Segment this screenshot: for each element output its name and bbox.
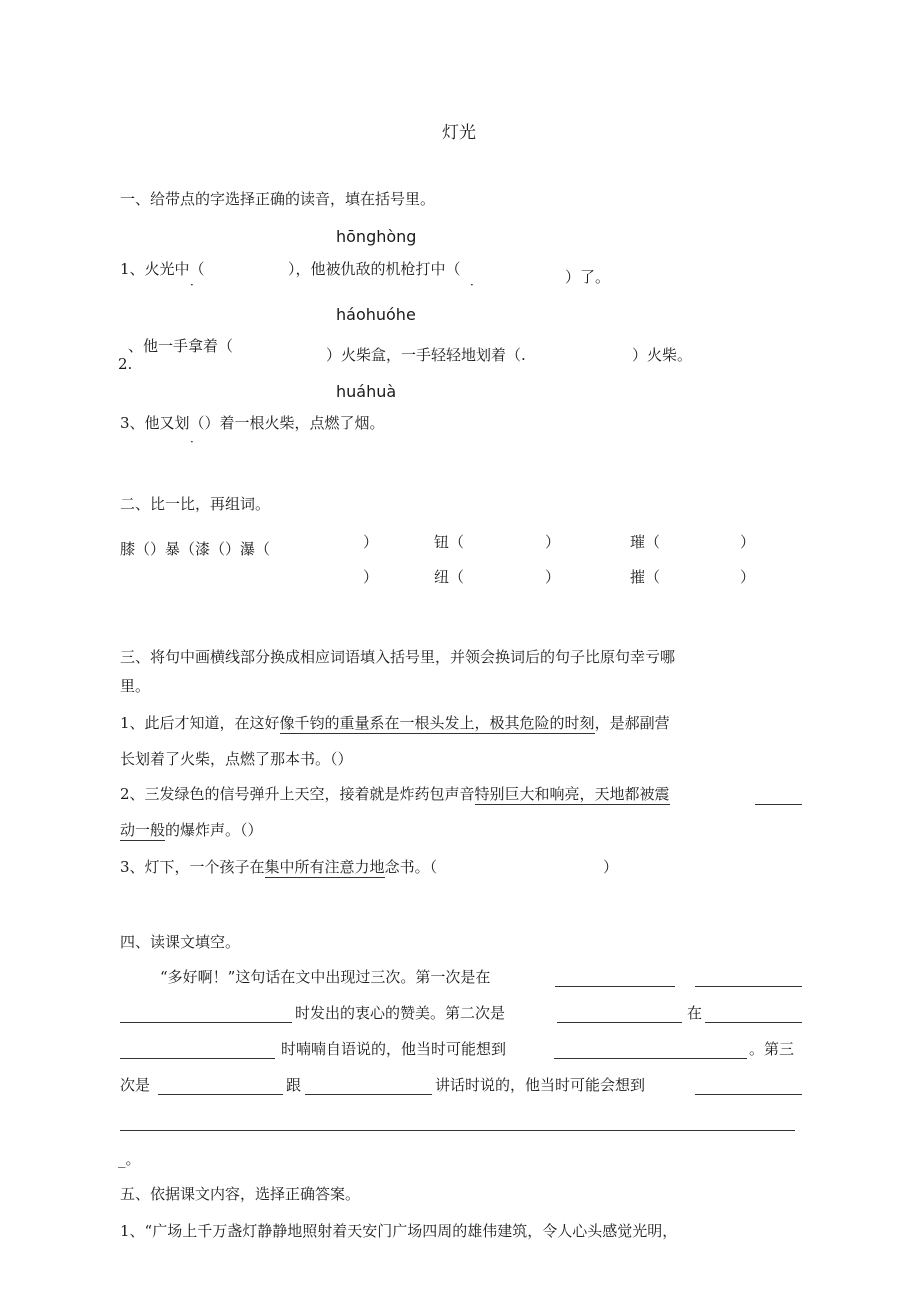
section-2-heading: 二、比一比，再组词。 (120, 495, 271, 513)
fill-line-2-text: 时发出的衷心的赞美。第二次是 (295, 1004, 506, 1022)
fill-line-1-text: “多好啊！”这句话在文中出现过三次。第一次是在 (160, 968, 491, 986)
fill-line-3-text: 时喃喃自语说的，他当时可能想到 (281, 1040, 507, 1058)
fill-line-4-text-a: 次是 (120, 1076, 151, 1094)
q3-3-paren-close: ） (603, 858, 619, 876)
pinyin-options-2: háohuóhe (336, 305, 416, 324)
underlined-phrase: 像千钧的重量系在一根头发上，极其危险的时刻 (279, 714, 595, 732)
blank-line[interactable] (158, 1094, 283, 1095)
q1-2-part-a: 、他一手拿着（ (128, 337, 234, 355)
pinyin-options-3: huáhuà (336, 382, 397, 401)
compare-paren-close: ） (740, 568, 756, 586)
blank-line[interactable] (705, 1022, 802, 1023)
emphasis-dot: · (190, 278, 194, 292)
compare-row-1-left: 膝（）暴（漆（）瀑（ (120, 540, 271, 558)
blank-line[interactable] (120, 1022, 292, 1023)
compare-paren-close: ） (545, 568, 561, 586)
fill-line-3-text-b: 。第三 (749, 1040, 795, 1058)
q1-1-part-a: 1、火光中（ (120, 260, 205, 278)
section-1-heading: 一、给带点的字选择正确的读音，填在括号里。 (120, 190, 436, 208)
q3-3: 3、灯下，一个孩子在集中所有注意力地念书。（ (120, 858, 438, 876)
emphasis-dot: · (470, 278, 474, 292)
blank-line[interactable] (557, 1022, 682, 1023)
compare-paren-close: ） (363, 533, 379, 551)
fill-line-4-text-b: 跟 (286, 1076, 302, 1094)
q3-1-line-1: 1、此后才知道，在这好像千钧的重量系在一根头发上，极其危险的时刻，是郝副营 (120, 714, 670, 732)
q3-1-line-2: 长划着了火柴，点燃了那本书。（） (120, 750, 353, 768)
underlined-phrase: 动一般 (120, 821, 166, 839)
compare-paren-close: ） (740, 533, 756, 551)
blank-line[interactable] (120, 1130, 795, 1131)
underlined-phrase: 集中所有注意力地 (264, 858, 385, 876)
q5-1: 1、“广场上千万盏灯静静地照射着天安门广场四周的雄伟建筑，令人心头感觉光明， (120, 1222, 678, 1240)
section-3-heading: 三、将句中画横线部分换成相应词语填入括号里，并领会换词后的句子比原句幸亏哪 (120, 648, 676, 666)
q1-2-part-b: ）火柴盒，一手轻轻地划着（. (326, 346, 526, 364)
compare-cui-1: 璀（ (630, 533, 661, 551)
compare-niu-2: 纽（ (434, 568, 465, 586)
underline-rule (755, 804, 802, 805)
blank-line[interactable] (695, 986, 802, 987)
q3-2-line-1: 2、三发绿色的信号弹升上天空，接着就是炸药包声音特别巨大和响亮，天地都被震 (120, 785, 670, 803)
section-5-heading: 五、依据课文内容，选择正确答案。 (120, 1185, 361, 1203)
fill-line-4-text-c: 讲话时说的，他当时可能会想到 (435, 1076, 646, 1094)
underlined-phrase: 特别巨大和响亮，天地都被震 (474, 785, 670, 803)
blank-line[interactable] (555, 986, 675, 987)
q1-1-part-c: ）了。 (565, 268, 611, 286)
fill-line-end: _。 (118, 1150, 141, 1168)
section-3-heading-cont: 里。 (120, 677, 151, 695)
blank-line[interactable] (305, 1094, 432, 1095)
fill-line-2-text-b: 在 (687, 1004, 703, 1022)
compare-paren-close: ） (545, 533, 561, 551)
blank-line[interactable] (554, 1058, 747, 1059)
q1-2-number: 2. (118, 355, 133, 373)
page-title: 灯光 (442, 123, 476, 143)
q1-3: 3、他又划（）着一根火柴，点燃了烟。 (120, 414, 385, 432)
compare-paren-close: ） (363, 568, 379, 586)
q1-2-part-c: ）火柴。 (632, 346, 693, 364)
q1-1-part-b: ），他被仇敌的机枪打中（ (288, 260, 461, 278)
compare-cui-2: 摧（ (630, 568, 661, 586)
section-4-heading: 四、读课文填空。 (120, 933, 241, 951)
emphasis-dot: · (190, 435, 194, 449)
blank-line[interactable] (695, 1094, 802, 1095)
blank-line[interactable] (120, 1058, 275, 1059)
q3-2-line-2: 动一般的爆炸声。（） (120, 821, 263, 839)
compare-niu-1: 钮（ (434, 533, 465, 551)
pinyin-options-1: hōnghòng (336, 227, 417, 246)
